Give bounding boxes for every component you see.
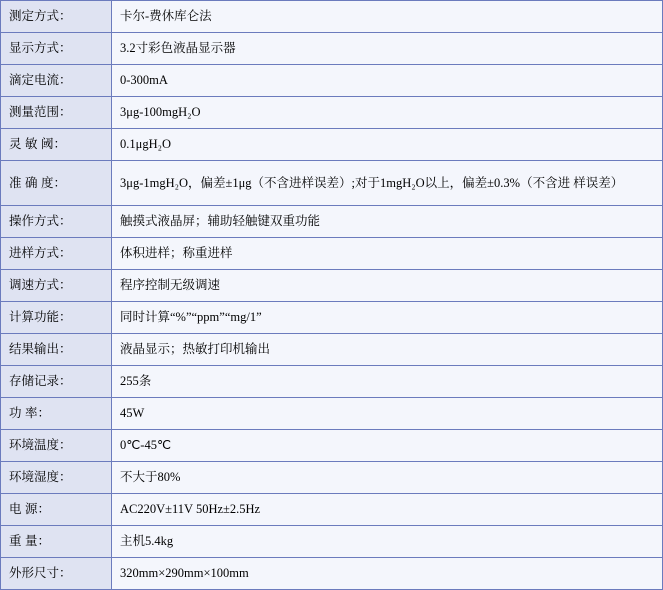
table-row: [1, 462, 663, 494]
table-row: [1, 494, 663, 526]
table-row: [1, 1, 663, 33]
row-value: 同时计算“%”“ppm”“mg/1”: [112, 302, 663, 334]
row-value: 液晶显示；热敏打印机输出: [112, 334, 663, 366]
row-label: 调速方式：: [1, 270, 112, 302]
table-row: [1, 206, 663, 238]
table-row: [1, 33, 663, 65]
table-row: [1, 366, 663, 398]
table-row: [1, 334, 663, 366]
row-label: 准 确 度：: [1, 161, 112, 206]
row-label: 测量范围：: [1, 97, 112, 129]
row-value: AC220V±11V 50Hz±2.5Hz: [112, 494, 663, 526]
row-label: 显示方式：: [1, 33, 112, 65]
table-row: [1, 97, 663, 129]
row-label: 进样方式：: [1, 238, 112, 270]
row-value: 45W: [112, 398, 663, 430]
row-value: 3.2寸彩色液晶显示器: [112, 33, 663, 65]
row-label: 滴定电流：: [1, 65, 112, 97]
row-label: 结果输出：: [1, 334, 112, 366]
row-value: 0-300mA: [112, 65, 663, 97]
row-value: 不大于80%: [112, 462, 663, 494]
table-row: [1, 129, 663, 161]
row-value: 0.1μgH₂O: [112, 129, 663, 161]
row-label: 电 源：: [1, 494, 112, 526]
row-label: 灵 敏 阈：: [1, 129, 112, 161]
table-row: [1, 270, 663, 302]
row-value: 3μg-1mgH₂O，偏差±1μg（不含进样误差）;对于1mgH₂O以上，偏差±0.3%（不含进 样误差）: [112, 161, 663, 206]
table-row: [1, 526, 663, 558]
row-label: 计算功能：: [1, 302, 112, 334]
row-label: 外形尺寸：: [1, 558, 112, 590]
row-value: 体积进样；称重进样: [112, 238, 663, 270]
row-value: 卡尔-费休库仑法: [112, 1, 663, 33]
row-value: 320mm×290mm×100mm: [112, 558, 663, 590]
table-row: [1, 65, 663, 97]
row-value: 0℃-45℃: [112, 430, 663, 462]
row-value: 主机5.4kg: [112, 526, 663, 558]
row-label: 操作方式：: [1, 206, 112, 238]
table-row: [1, 238, 663, 270]
table-body: [1, 1, 663, 590]
row-label: 测定方式：: [1, 1, 112, 33]
row-label: 环境温度：: [1, 430, 112, 462]
table-row: [1, 430, 663, 462]
row-label: 重 量：: [1, 526, 112, 558]
row-label: 环境湿度：: [1, 462, 112, 494]
table-row: [1, 558, 663, 590]
row-value: 触摸式液晶屏；辅助轻触键双重功能: [112, 206, 663, 238]
table-row: [1, 161, 663, 206]
table-row: [1, 302, 663, 334]
table-row: [1, 398, 663, 430]
row-value: 程序控制无级调速: [112, 270, 663, 302]
row-label: 功 率：: [1, 398, 112, 430]
row-value: 3μg-100mgH₂O: [112, 97, 663, 129]
row-value: 255条: [112, 366, 663, 398]
row-label: 存储记录：: [1, 366, 112, 398]
